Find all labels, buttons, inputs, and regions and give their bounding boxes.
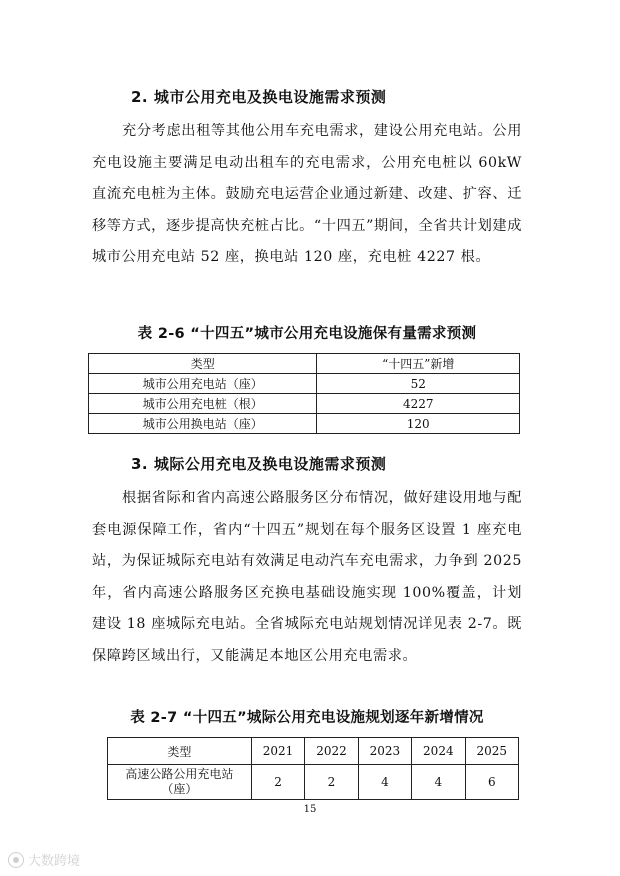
watermark-logo-icon xyxy=(8,852,24,868)
table-2-6-caption: 表 2-6 “十四五”城市公用充电设施保有量需求预测 xyxy=(137,326,477,342)
table-row xyxy=(89,374,520,394)
header-cell: 2024 xyxy=(412,738,465,765)
table-cell: 6 xyxy=(465,765,518,800)
table-header-row xyxy=(89,354,520,374)
header-cell: 类型 xyxy=(108,738,252,765)
table-cell: 4227 xyxy=(317,394,520,414)
watermark xyxy=(8,850,80,869)
table-cell: 2 xyxy=(251,765,304,800)
header-cell: “十四五”新增 xyxy=(317,354,520,374)
table-header-row xyxy=(108,738,519,765)
table-2-7 xyxy=(107,737,519,800)
table-cell: 高速公路公用充电站（座） xyxy=(108,765,252,800)
table-cell: 52 xyxy=(317,374,520,394)
header-cell: 2023 xyxy=(358,738,411,765)
section-3-paragraph: 根据省际和省内高速公路服务区分布情况，做好建设用地与配套电源保障工作，省内“十四五”规划在每个服务区设置 1 座充电站，为保证城际充电站有效满足电动汽车充电需求，力争到 2025 年，省内高速公路服务区充换电基础设施实现 100%覆盖，计划建设 18 座城际充电站。全省城际充电站规划情况详见表 2-7。既保障跨区域出行，又能满足本地区公用充电需求。 xyxy=(92,490,522,664)
section-3-heading: 3. 城际公用充电及换电设施需求预测 xyxy=(131,455,387,473)
table-cell: 城市公用充电站（座） xyxy=(89,374,317,394)
table-cell: 2 xyxy=(305,765,358,800)
table-cell: 城市公用换电站（座） xyxy=(89,414,317,434)
table-row xyxy=(89,414,520,434)
table-cell: 城市公用充电桩（根） xyxy=(89,394,317,414)
header-cell: 2025 xyxy=(465,738,518,765)
table-cell: 4 xyxy=(358,765,411,800)
page-number: 15 xyxy=(303,804,317,815)
table-cell: 120 xyxy=(317,414,520,434)
table-row xyxy=(89,394,520,414)
table-cell: 4 xyxy=(412,765,465,800)
watermark-text: 大数跨境 xyxy=(28,854,81,869)
table-row xyxy=(108,765,519,800)
section-2-paragraph: 充分考虑出租等其他公用车充电需求，建设公用充电站。公用充电设施主要满足电动出租车的充电需求，公用充电桩以 60kW 直流充电桩为主体。鼓励充电运营企业通过新建、改建、扩容、迁移等方式，逐步提高快充桩占比。“十四五”期间，全省共计划建成城市公用充电站 52 座，换电站 120 座，充电桩 4227 根。 xyxy=(92,123,522,265)
header-cell: 2022 xyxy=(305,738,358,765)
table-2-6 xyxy=(88,353,520,434)
table-2-7-caption: 表 2-7 “十四五”城际公用充电设施规划逐年新增情况 xyxy=(130,710,484,726)
header-cell: 2021 xyxy=(251,738,304,765)
section-2-heading: 2. 城市公用充电及换电设施需求预测 xyxy=(131,88,387,106)
header-cell: 类型 xyxy=(89,354,317,374)
